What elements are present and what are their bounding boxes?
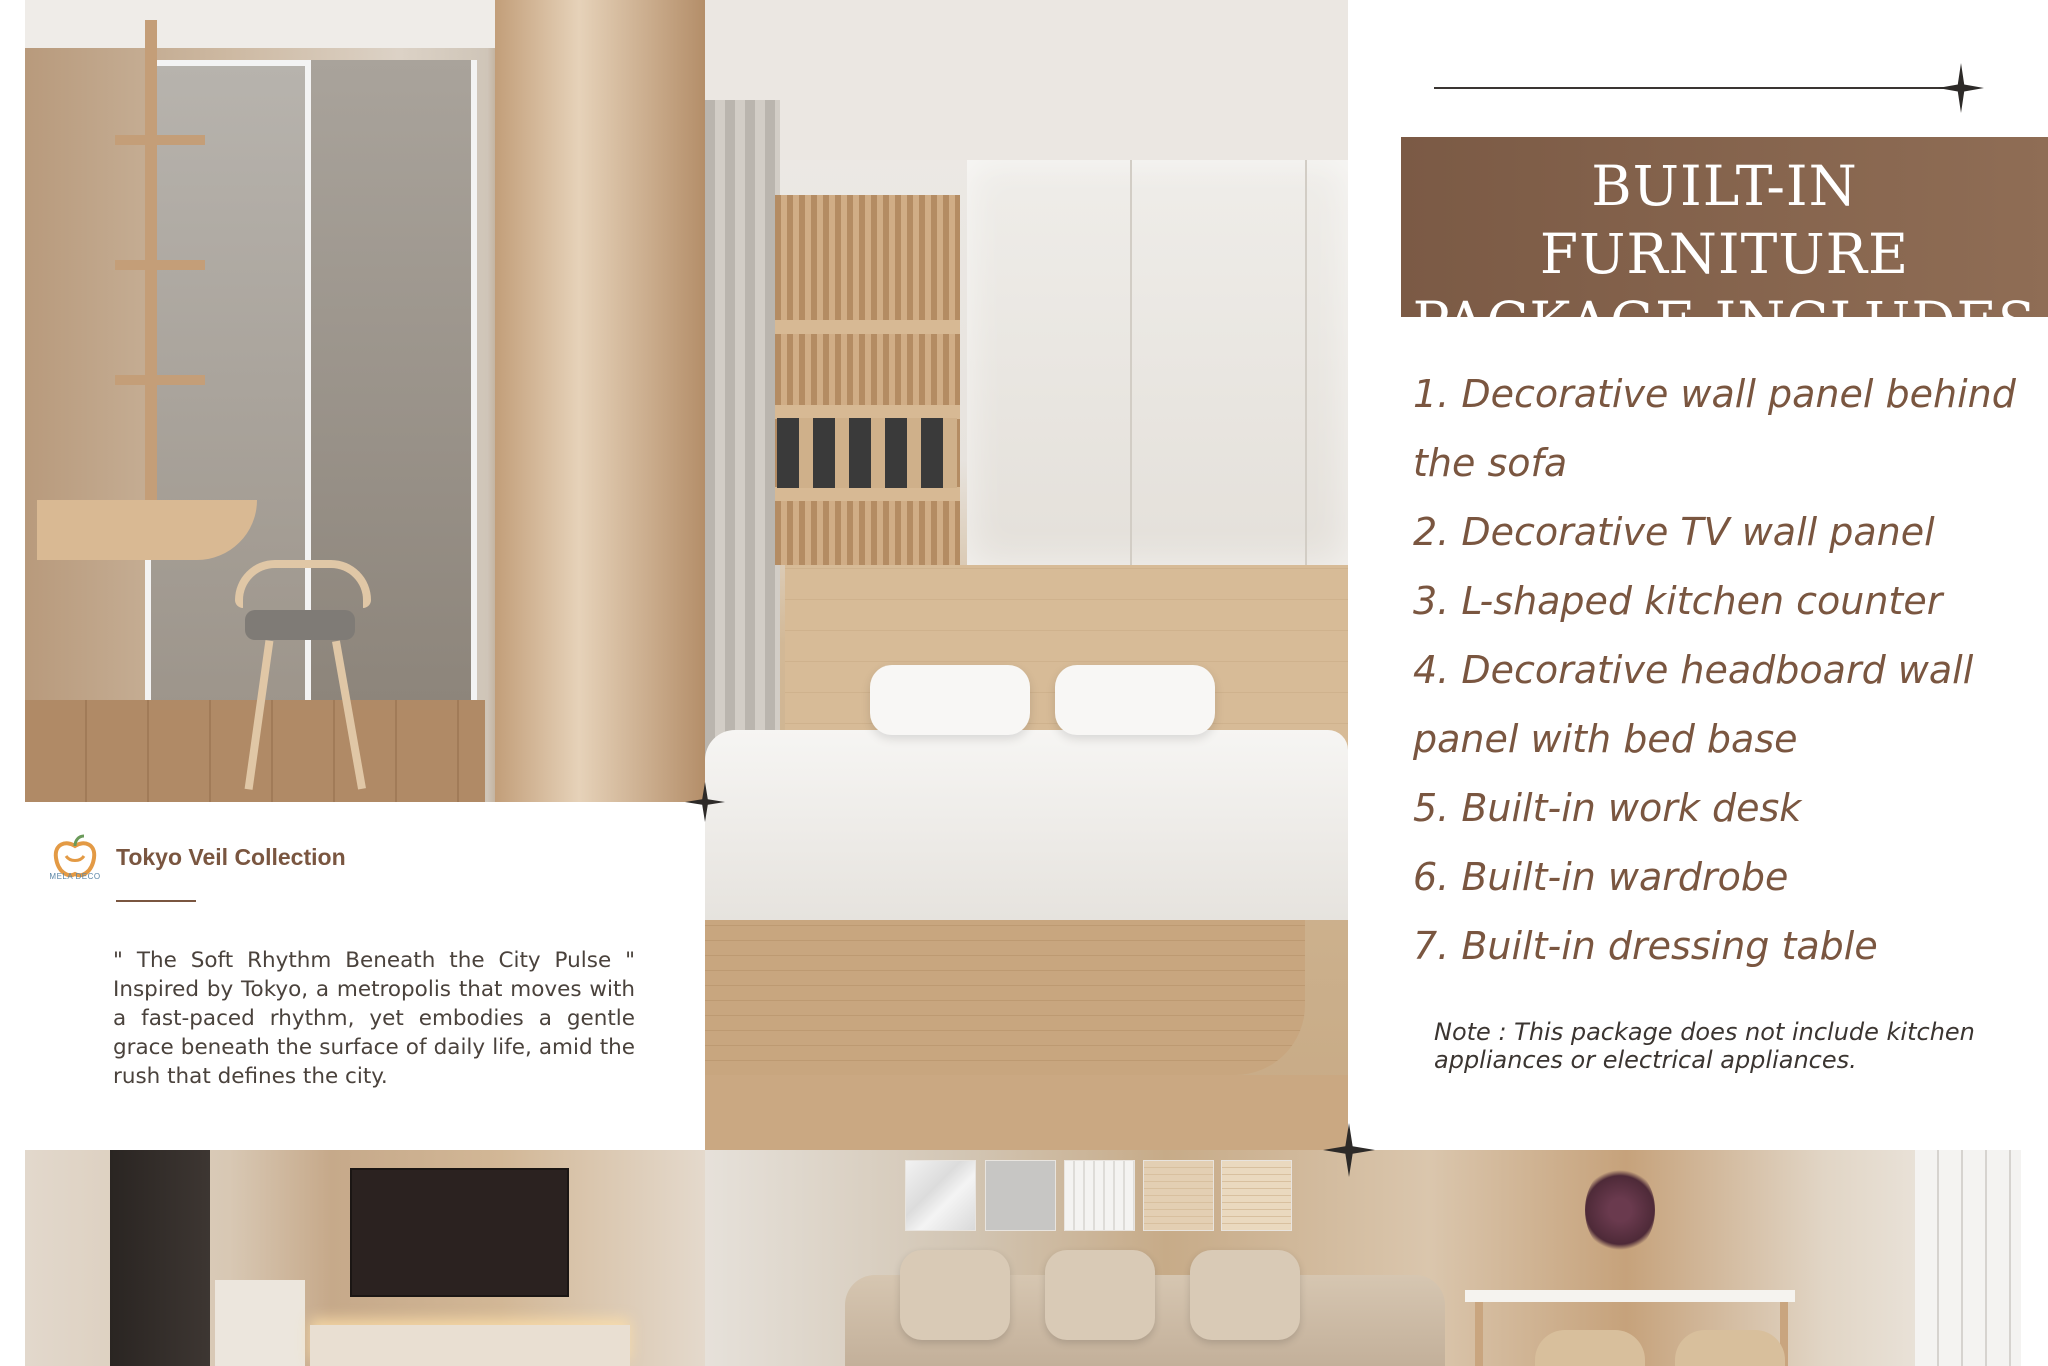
bedroom-floor bbox=[705, 1075, 1348, 1150]
window bbox=[1915, 1150, 2021, 1366]
list-item: 5. Built-in work desk bbox=[1413, 786, 1802, 830]
page-margin-left bbox=[0, 0, 25, 1366]
collection-name: Tokyo Veil Collection bbox=[116, 844, 346, 870]
niche-shelf bbox=[775, 320, 960, 334]
wood-wall-panel bbox=[495, 0, 705, 802]
curtain bbox=[705, 100, 780, 800]
material-swatch-fabric bbox=[985, 1160, 1056, 1231]
material-swatch-marble bbox=[905, 1160, 976, 1231]
niche-shelf bbox=[775, 487, 960, 501]
tv-console bbox=[310, 1325, 630, 1366]
duvet bbox=[705, 730, 1348, 920]
logo-wordmark: MELA DECO bbox=[49, 872, 101, 881]
bed-base bbox=[705, 900, 1305, 1075]
ceiling bbox=[705, 0, 1348, 160]
package-title-line2: PACKAGE INCLUDES bbox=[1412, 290, 2037, 354]
television bbox=[350, 1168, 569, 1297]
niche-shelf bbox=[775, 405, 960, 419]
material-swatch-ash bbox=[1221, 1160, 1292, 1231]
chair-back bbox=[235, 560, 371, 608]
list-item: 3. L-shaped kitchen counter bbox=[1413, 579, 1943, 623]
chair-seat bbox=[245, 610, 355, 640]
list-item: 6. Built-in wardrobe bbox=[1413, 855, 1789, 899]
page-margin-right bbox=[2021, 1150, 2048, 1366]
photo-kitchen-tv bbox=[25, 1150, 705, 1366]
package-title-line1: BUILT-IN FURNITURE bbox=[1539, 154, 1910, 286]
cushion bbox=[1190, 1250, 1300, 1340]
refrigerator bbox=[110, 1150, 210, 1366]
cushion bbox=[1045, 1250, 1155, 1340]
pillow bbox=[1055, 665, 1215, 735]
list-item: 2. Decorative TV wall panel bbox=[1413, 510, 1935, 554]
wardrobe-door-line bbox=[1130, 160, 1132, 565]
photo-desk-corner bbox=[25, 0, 705, 802]
decor-objects bbox=[777, 418, 957, 488]
list-item: 4. Decorative headboard wall panel with bed base bbox=[1413, 648, 1974, 761]
package-title bbox=[1401, 152, 2048, 356]
photo-living-dining bbox=[705, 1150, 2021, 1366]
shelf-post bbox=[145, 20, 157, 520]
wardrobe-door-line bbox=[1305, 160, 1307, 565]
package-note: Note : This package does not include kitchen appliances or electrical appliances. bbox=[1434, 1018, 1975, 1074]
dining-table bbox=[1465, 1290, 1795, 1302]
dining-chair bbox=[1675, 1330, 1785, 1366]
kitchen-cabinet bbox=[215, 1280, 305, 1366]
table-leg bbox=[1475, 1302, 1483, 1366]
photo-bedroom bbox=[705, 0, 1348, 1150]
shelf bbox=[115, 260, 205, 270]
list-item: 1. Decorative wall panel behind the sofa bbox=[1413, 372, 2016, 485]
slatted-niche bbox=[775, 195, 960, 565]
shelf bbox=[115, 135, 205, 145]
flower-vase bbox=[1585, 1165, 1655, 1255]
package-items-list bbox=[1413, 360, 2043, 981]
ceiling bbox=[25, 0, 495, 48]
built-in-desk bbox=[37, 500, 257, 560]
list-item: 7. Built-in dressing table bbox=[1413, 924, 1878, 968]
pillow bbox=[870, 665, 1030, 735]
cushion bbox=[900, 1250, 1010, 1340]
material-swatch-oak bbox=[1143, 1160, 1214, 1231]
intro-quote: " The Soft Rhythm Beneath the City Pulse " Inspired by Tokyo, a metropolis that moves with a fast-paced rhythm, yet embodies a gentle grace beneath the surface of daily life, amid the rush that defines the city. bbox=[113, 948, 635, 1089]
dining-chair bbox=[1535, 1330, 1645, 1366]
divider bbox=[116, 900, 196, 902]
wardrobe bbox=[967, 160, 1348, 565]
material-swatch-fluted bbox=[1064, 1160, 1135, 1231]
divider bbox=[1434, 87, 1959, 89]
shelf bbox=[115, 375, 205, 385]
